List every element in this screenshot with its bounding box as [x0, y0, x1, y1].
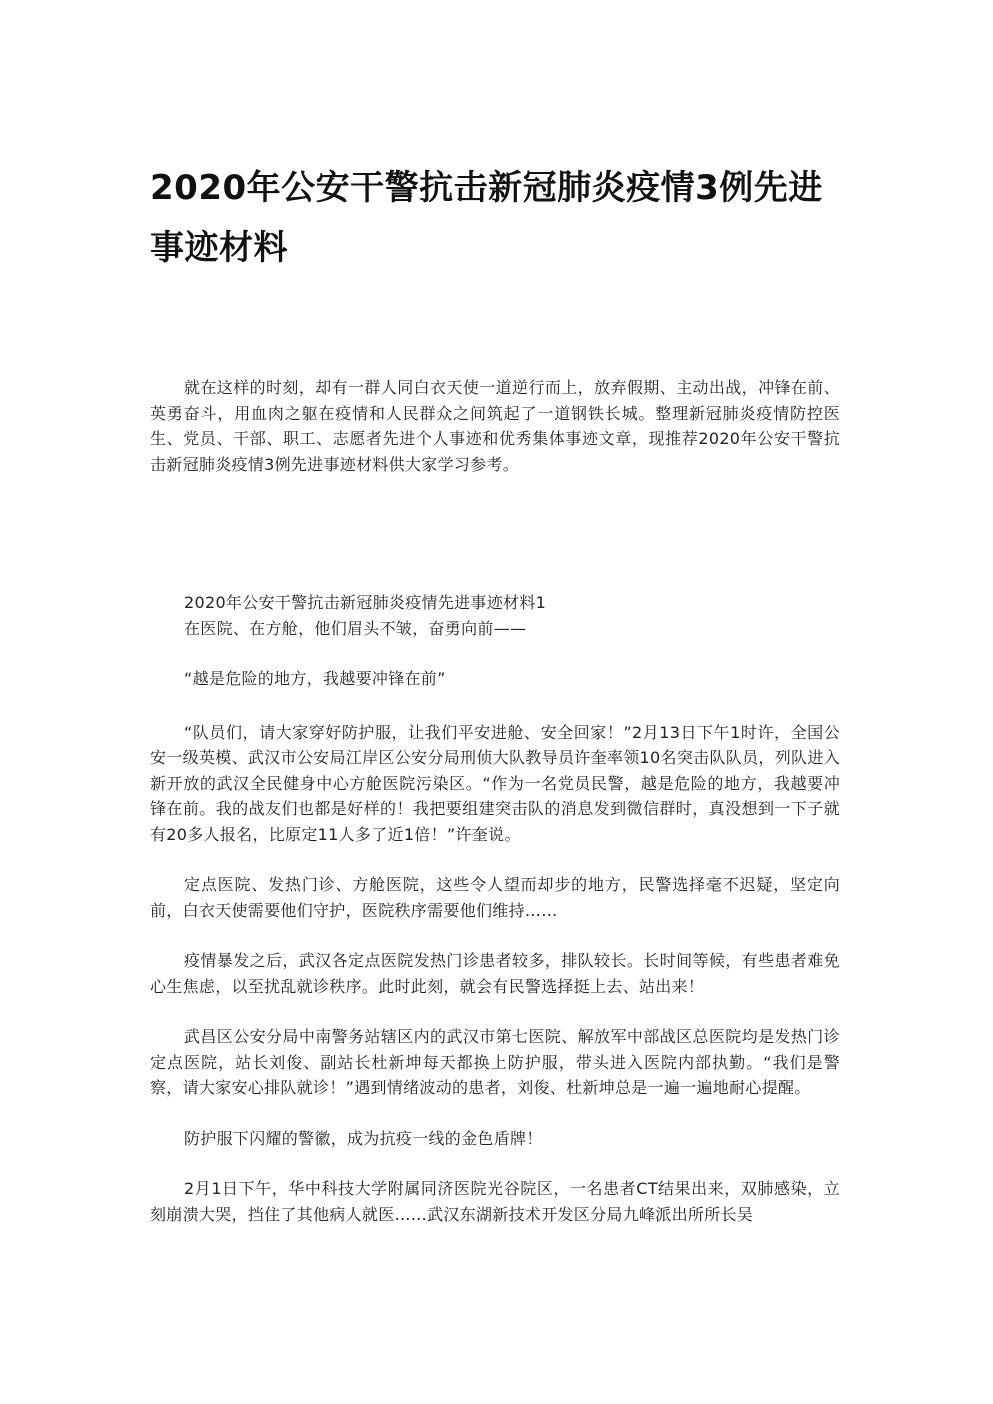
body-paragraph: 防护服下闪耀的警徽，成为抗疫一线的金色盾牌！ [184, 1128, 543, 1148]
body-paragraph: 2月1日下午，华中科技大学附属同济医院光谷院区，一名患者CT结果出来，双肺感染，立刻崩溃大哭，挡住了其他病人就医……武汉东湖新技术开发区分局九峰派出所所长吴 [150, 1179, 840, 1224]
section-subheading: 在医院、在方舱，他们眉头不皱，奋勇向前—— [184, 618, 527, 638]
section-heading: 2020年公安干警抗击新冠肺炎疫情先进事迹材料1 [184, 593, 547, 612]
intro-paragraph: 就在这样的时刻，却有一群人同白衣天使一道逆行而上，放弃假期、主动出战，冲锋在前、英勇奋斗，用血肉之躯在疫情和人民群众之间筑起了一道钢铁长城。整理新冠肺炎疫情防控医生、党员、干部、职工、志愿者先进个人事迹和优秀集体事迹文章，现推荐2020年公安干警抗击新冠肺炎疫情3例先进事迹材料供大家学习参考。 [150, 378, 840, 474]
body-paragraph: 定点医院、发热门诊、方舱医院，这些令人望而却步的地方，民警选择毫不迟疑，坚定向前，白衣天使需要他们守护，医院秩序需要他们维持…… [150, 875, 840, 920]
body-paragraph: 武昌区公安分局中南警务站辖区内的武汉市第七医院、解放军中部战区总医院均是发热门诊定点医院，站长刘俊、副站长杜新坤每天都换上防护服，带头进入医院内部执勤。“我们是警察，请大家安心排队就诊！”遇到情绪波动的患者，刘俊、杜新坤总是一遍一遍地耐心提醒。 [150, 1027, 840, 1097]
intro-block [150, 375, 840, 477]
body-paragraph: 疫情暴发之后，武汉各定点医院发热门诊患者较多，排队较长。长时间等候，有些患者难免心生焦虑，以至扰乱就诊秩序。此时此刻，就会有民警选择挺上去、站出来！ [150, 951, 840, 996]
article-section-1 [150, 590, 840, 1227]
body-paragraph: “队员们，请大家穿好防护服，让我们平安进舱、安全回家！”2月13日下午1时许，全国公安一级英模、武汉市公安局江岸区公安分局刑侦大队教导员许奎率领10名突击队队员，列队进入新开放的武汉全民健身中心方舱医院污染区。“作为一名党员民警，越是危险的地方，我越要冲锋在前。我的战友们也都是好样的！我把要组建突击队的消息发到微信群时，真没想到一下子就有20多人报名，比原定11人多了近1倍！”许奎说。 [150, 722, 840, 844]
quote-heading: “越是危险的地方，我越要冲锋在前” [184, 669, 446, 688]
document-title: 2020年公安干警抗击新冠肺炎疫情3例先进事迹材料 [150, 168, 823, 268]
